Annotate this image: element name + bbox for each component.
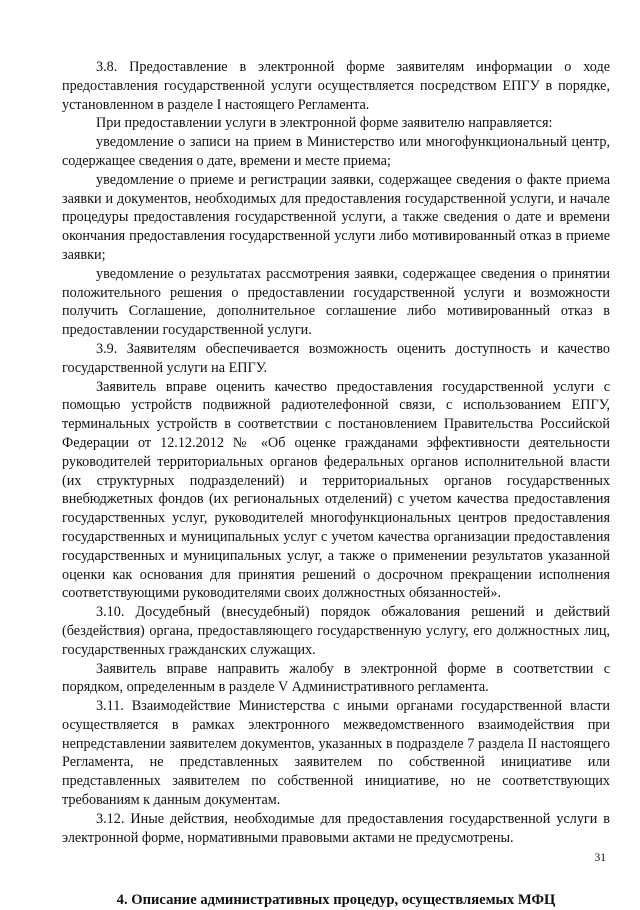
paragraph-complaint: Заявитель вправе направить жалобу в электронной форме в соответствии с порядком, определенным в разделе V Административного регламента. bbox=[62, 660, 610, 696]
paragraph-3-8: 3.8. Предоставление в электронной форме заявителям информации о ходе предоставления государственной услуги осуществляется посредством ЕПГУ в порядке, установленном в разделе I настоящего Регламента. bbox=[62, 59, 610, 113]
document-page bbox=[62, 58, 610, 910]
page-number: 31 bbox=[594, 852, 606, 864]
paragraph-notification-appointment: уведомление о записи на прием в Министерство или многофункциональный центр, содержащее сведения о дате, времени и месте приема; bbox=[62, 134, 610, 169]
section-heading: 4. Описание административных процедур, осуществляемых МФЦ bbox=[116, 892, 556, 909]
paragraph-3-12: 3.12. Иные действия, необходимые для предоставления государственной услуги в электронной форме, нормативными правовыми актами не предусмотрены. bbox=[62, 810, 610, 846]
paragraph-notification-results: уведомление о результатах рассмотрения заявки, содержащее сведения о принятии положительного решения о предоставлении государственной услуги и возможности получить Соглашение, дополнительное соглашение либо мотивированный отказ в предоставлении государственной услуги. bbox=[62, 265, 610, 339]
paragraph-3-9: 3.9. Заявителям обеспечивается возможность оценить доступность и качество государственной услуги на ЕПГУ. bbox=[62, 340, 610, 376]
paragraph-3-11: 3.11. Взаимодействие Министерства с иными органами государственной власти осуществляется в рамках электронного межведомственного взаимодействия при непредставлении заявителем документов, указанных в подразделе 7 раздела II настоящего Регламента, не представленных заявителем по собственной инициативе или представленных заявителем по собственной инициативе, но не соответствующих требованиям к данным документам. bbox=[62, 698, 610, 809]
paragraph-notifications-intro: При предоставлении услуги в электронной форме заявителю направляется: bbox=[96, 115, 553, 132]
paragraph-notification-registration: уведомление о приеме и регистрации заявки, содержащее сведения о факте приема заявки и документов, необходимых для предоставления государственной услуги, и начале процедуры предоставления государственной услуги, а также сведения о дате и времени окончания предоставления государственной услуги либо мотивированный отказ в приеме заявки; bbox=[62, 171, 610, 263]
paragraph-quality-assessment: Заявитель вправе оценить качество предоставления государственной услуги с помощью устройств подвижной радиотелефонной связи, с использованием ЕПГУ, терминальных устройств в соответствии с постановлением Правительства Российской Федерации от 12.12.2012 № «Об оценке гражданами эффективности деятельности руководителей территориальных органов федеральных органов исполнительной власти (их структурных подразделений) и территориальных органов государственных внебюджетных фондов (их региональных отделений) с учетом качества предоставления государственных услуг, руководителей многофункциональных центров предоставления государственных и муниципальных услуг с учетом качества организации предоставления государственных и муниципальных услуг, а также о применении результатов указанной оценки как основания для принятия решений о досрочном прекращении исполнения соответствующими руководителями своих должностных обязанностей». bbox=[62, 378, 610, 602]
paragraph-3-10: 3.10. Досудебный (внесудебный) порядок обжалования решений и действий (бездействия) органа, предоставляющего государственную услугу, его должностных лиц, государственных гражданских служащих. bbox=[62, 604, 610, 658]
